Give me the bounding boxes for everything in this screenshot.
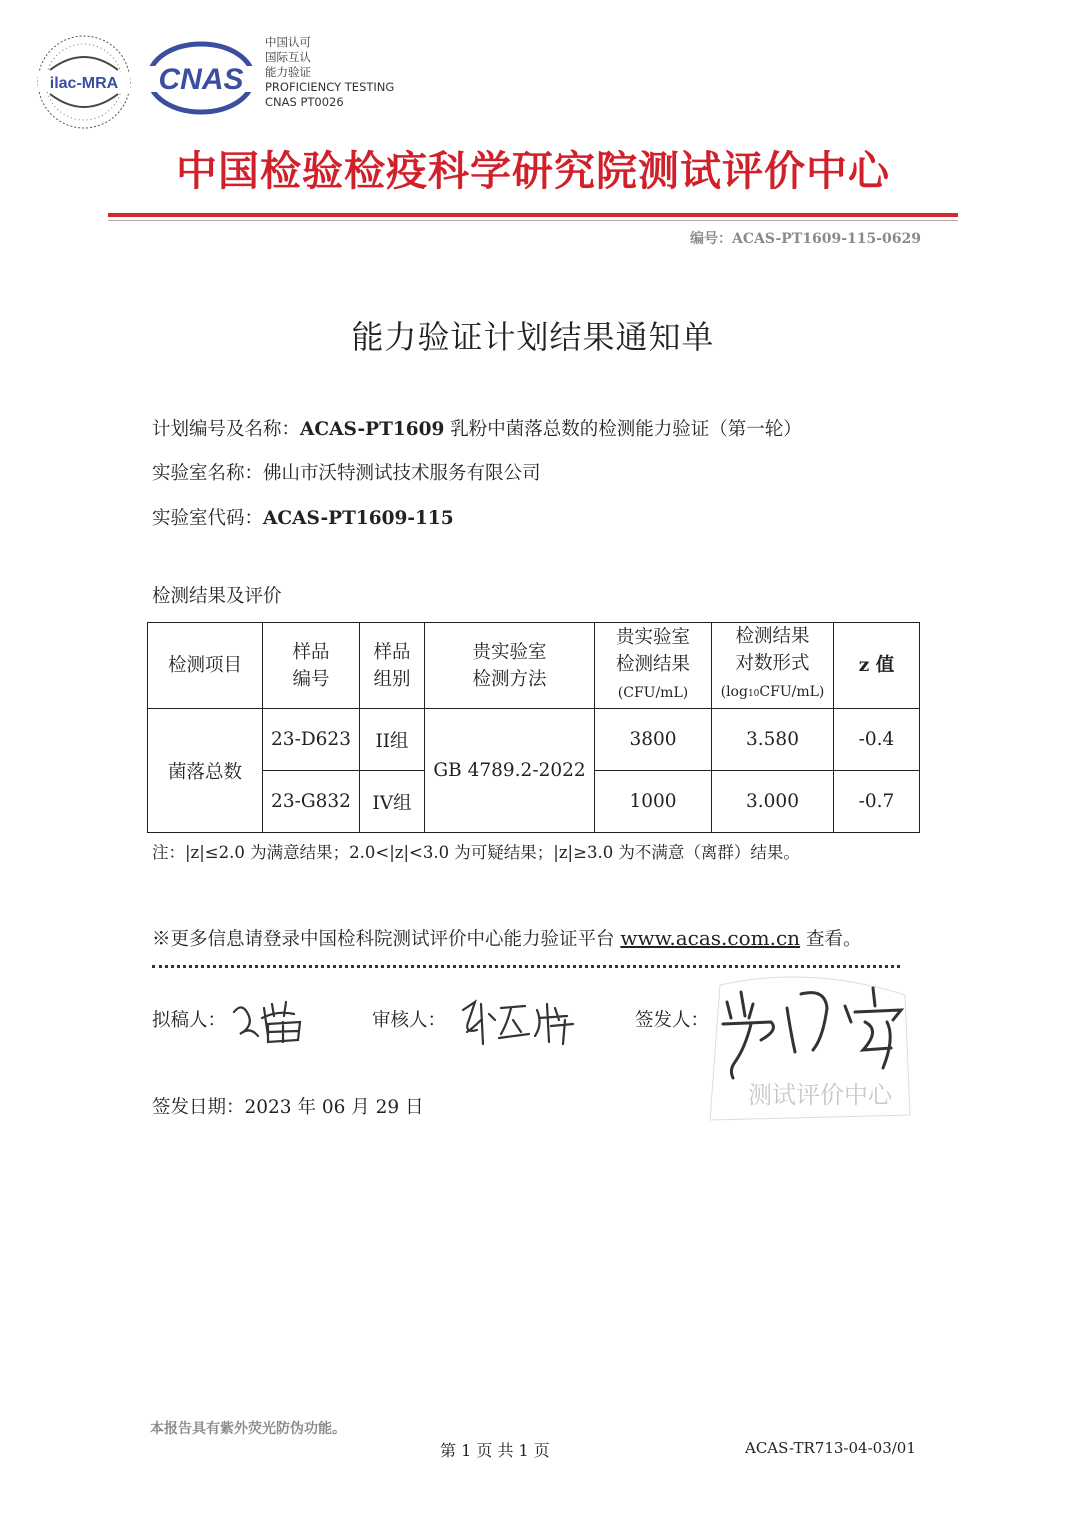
plan-code: ACAS-PT1609	[300, 419, 445, 440]
evaluation-note: 注：|z|≤2.0 为满意结果；2.0<|z|<3.0 为可疑结果；|z|≥3.0 为不满意（离群）结果。	[152, 843, 800, 862]
header-divider	[108, 213, 958, 217]
cell-sample-no: 23-G832	[263, 771, 360, 833]
issuer-label: 签发人：	[635, 1010, 710, 1031]
results-table	[147, 622, 920, 833]
cert-line: 能力验证	[265, 65, 311, 79]
issuer-signature	[705, 978, 920, 1088]
cert-line: 国际互认	[265, 50, 311, 64]
lab-code-label: 实验室代码：	[152, 508, 264, 529]
drafter-label: 拟稿人：	[152, 1010, 227, 1031]
plan-label: 计划编号及名称：	[152, 419, 301, 440]
issue-date: 签发日期：2023 年 06 月 29 日	[152, 1097, 424, 1118]
header-log: 检测结果 对数形式 (log10CFU/mL)	[712, 623, 834, 709]
more-info-prefix: ※更多信息请登录中国检科院测试评价中心能力验证平台	[152, 929, 621, 950]
more-info-suffix: 查看。	[800, 929, 862, 950]
section-title: 检测结果及评价	[152, 586, 282, 607]
header-z: z 值	[834, 623, 920, 709]
header-group: 样品 组别	[360, 623, 425, 709]
form-number: ACAS-TR713-04-03/01	[745, 1439, 916, 1457]
cell-method: GB 4789.2-2022	[425, 709, 595, 833]
cell-z: -0.7	[834, 771, 920, 833]
ilac-mra-logo	[36, 34, 132, 130]
header-item: 检测项目	[148, 623, 263, 709]
cell-z: -0.4	[834, 709, 920, 771]
lab-name-label: 实验室名称：	[152, 463, 264, 484]
cell-log: 3.000	[712, 771, 834, 833]
header-method: 贵实验室 检测方法	[425, 623, 595, 709]
cell-result: 1000	[595, 771, 712, 833]
page-number: 第 1 页 共 1 页	[440, 1441, 550, 1460]
table-header-row	[148, 623, 920, 709]
header-divider-thin	[108, 220, 958, 221]
cell-result: 3800	[595, 709, 712, 771]
seal-text: 测试评价中心	[748, 1081, 892, 1109]
dotted-divider	[152, 965, 900, 968]
reviewer-signature	[455, 990, 580, 1050]
cell-log: 3.580	[712, 709, 834, 771]
organization-name: 中国检验检疫科学研究院测试评价中心	[176, 147, 890, 195]
reviewer-label: 审核人：	[372, 1010, 447, 1031]
cnas-logo	[146, 38, 256, 116]
platform-link[interactable]: www.acas.com.cn	[620, 926, 801, 950]
lab-name-info	[152, 459, 541, 485]
table-row	[148, 709, 920, 771]
cell-group: II组	[360, 709, 425, 771]
cert-line: 中国认可	[265, 35, 311, 49]
cell-group: IV组	[360, 771, 425, 833]
drafter-signature	[228, 990, 318, 1050]
cell-sample-no: 23-D623	[263, 709, 360, 771]
lab-name: 佛山市沃特测试技术服务有限公司	[263, 463, 541, 484]
cnas-logo-text: CNAS	[158, 63, 244, 96]
cnas-cert-lines	[265, 35, 394, 110]
cell-item: 菌落总数	[148, 709, 263, 833]
cert-line: CNAS PT0026	[265, 95, 344, 109]
plan-name: 乳粉中菌落总数的检测能力验证（第一轮）	[444, 419, 802, 440]
lab-code-info	[152, 504, 454, 530]
anti-counterfeit-note: 本报告具有紫外荧光防伪功能。	[150, 1421, 346, 1437]
lab-code: ACAS-PT1609-115	[263, 508, 454, 529]
ilac-logo-text: ilac-MRA	[49, 75, 119, 92]
header-result: 贵实验室 检测结果 (CFU/mL)	[595, 623, 712, 709]
document-title: 能力验证计划结果通知单	[351, 318, 715, 356]
more-info	[152, 925, 861, 951]
header-sample-no: 样品 编号	[263, 623, 360, 709]
document-number: 编号：ACAS-PT1609-115-0629	[690, 231, 922, 247]
plan-info	[152, 415, 802, 441]
cert-line: PROFICIENCY TESTING	[265, 80, 395, 94]
